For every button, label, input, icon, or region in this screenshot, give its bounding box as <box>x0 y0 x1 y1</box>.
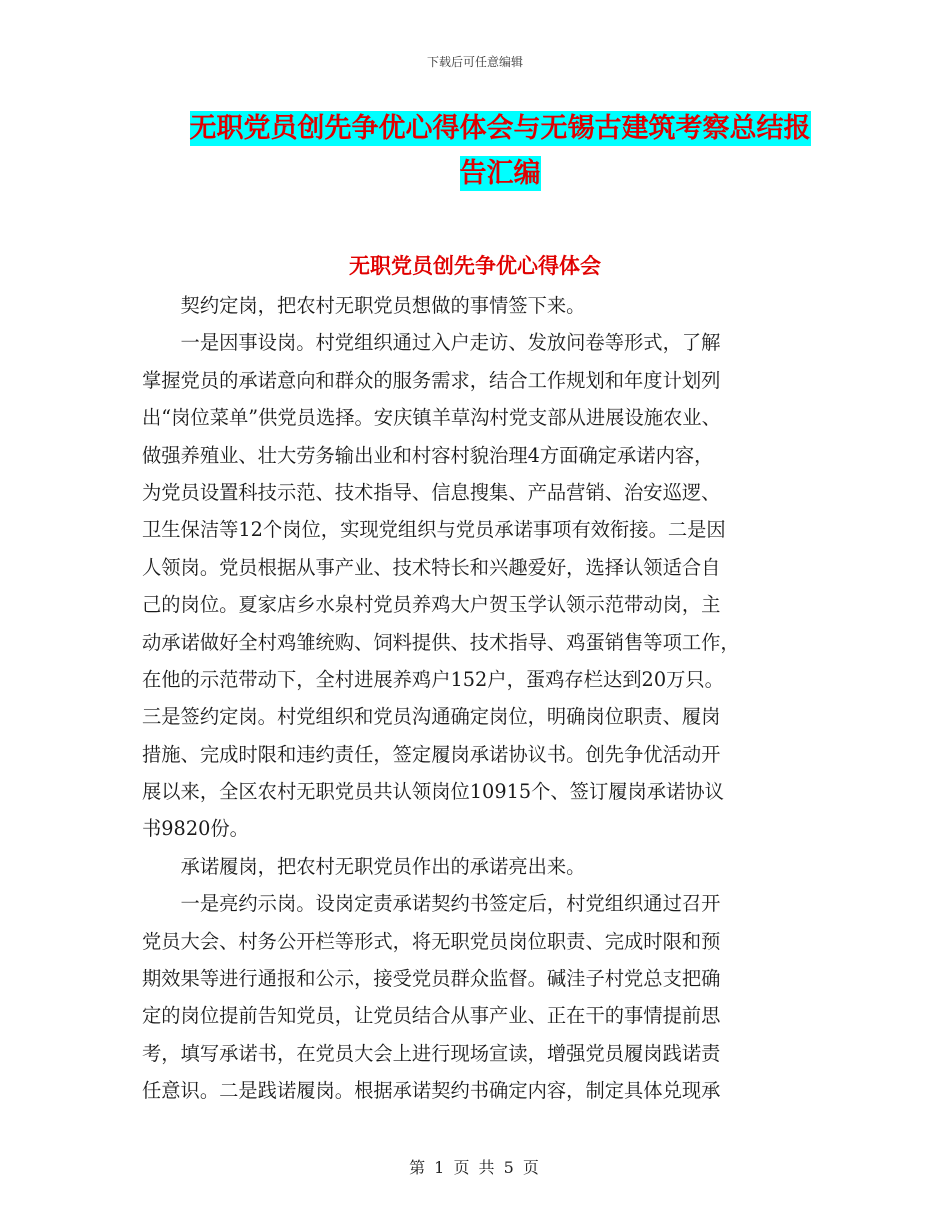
page-footer: 第 1 页 共 5 页 <box>409 1158 541 1177</box>
text-line: 为党员设置科技示范、技术指导、信息搜集、产品营销、治安巡逻、 <box>142 480 721 504</box>
text-line: 展以来，全区农村无职党员共认领岗位10915个、签订履岗承诺协议 <box>142 780 724 804</box>
text-line: 契约定岗，把农村无职党员想做的事情签下来。 <box>142 294 586 317</box>
text-line: 做强养殖业、壮大劳务输出业和村容村貌治理4方面确定承诺内容， <box>142 443 714 467</box>
header-note: 下载后可任意编辑 <box>426 55 523 69</box>
text-line: 出“岗位菜单”供党员选择。安庆镇羊草沟村党支部从进展设施农业、 <box>142 406 721 430</box>
text-line: 党员大会、村务公开栏等形式，将无职党员岗位职责、完成时限和预 <box>142 929 721 953</box>
text-line: 一是亮约示岗。设岗定责承诺契约书签定后，村党组织通过召开 <box>142 892 721 916</box>
text-line: 己的岗位。夏家店乡水泉村党员养鸡大户贺玉学认领示范带动岗，主 <box>142 593 721 617</box>
text-line: 任意识。二是践诺履岗。根据承诺契约书确定内容，制定具体兑现承 <box>142 1079 721 1103</box>
text-line: 人领岗。党员根据从事产业、技术特长和兴趣爱好，选择认领适合自 <box>142 555 721 579</box>
text-line: 三是签约定岗。村党组织和党员沟通确定岗位，明确岗位职责、履岗 <box>142 705 721 729</box>
section-title: 无职党员创先争优心得体会 <box>349 254 601 278</box>
text-line: 动承诺做好全村鸡雏统购、饲料提供、技术指导、鸡蛋销售等项工作， <box>142 630 740 654</box>
body-text <box>142 287 817 1110</box>
text-line: 考，填写承诺书，在党员大会上进行现场宣读，增强党员履岗践诺责 <box>142 1041 721 1065</box>
main-title-line-2: 告汇编 <box>459 158 541 189</box>
text-line: 承诺履岗，把农村无职党员作出的承诺亮出来。 <box>142 854 586 878</box>
text-line: 措施、完成时限和违约责任，签定履岗承诺协议书。创先争优活动开 <box>142 742 721 766</box>
text-line: 书9820份。 <box>142 817 249 841</box>
main-title-line-1: 无职党员创先争优心得体会与无锡古建筑考察总结报 <box>189 113 811 144</box>
text-line: 一是因事设岗。村党组织通过入户走访、发放问卷等形式，了解 <box>142 331 721 355</box>
text-line: 在他的示范带动下，全村进展养鸡户152户，蛋鸡存栏达到20万只。 <box>142 667 724 691</box>
text-line: 定的岗位提前告知党员，让党员结合从事产业、正在干的事情提前思 <box>142 1004 721 1028</box>
text-line: 掌握党员的承诺意向和群众的服务需求，结合工作规划和年度计划列 <box>142 368 721 392</box>
text-line: 期效果等进行通报和公示，接受党员群众监督。碱洼子村党总支把确 <box>142 967 721 991</box>
text-line: 卫生保洁等12个岗位，实现党组织与党员承诺事项有效衔接。二是因 <box>142 518 726 542</box>
